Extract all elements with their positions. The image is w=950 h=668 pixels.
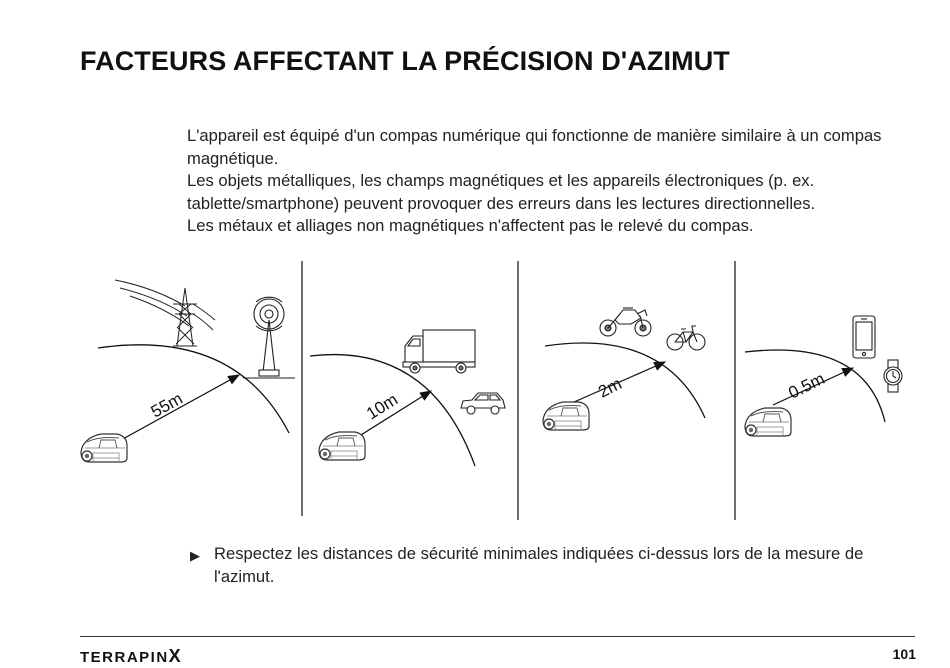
distance-label-2m: 2m <box>595 373 625 402</box>
footer-divider <box>80 636 915 637</box>
intro-line-3: Les métaux et alliages non magnétiques n'affectent pas le relevé du compas. <box>187 216 754 235</box>
page-title: FACTEURS AFFECTANT LA PRÉCISION D'AZIMUT <box>80 46 730 76</box>
truck-icon <box>403 330 475 373</box>
panel-2m <box>543 308 705 430</box>
wristwatch-icon <box>884 360 902 392</box>
brand-name: TERRAPIN <box>80 649 169 666</box>
triangle-bullet-icon: ▶ <box>190 548 200 563</box>
panel-10m <box>310 330 505 466</box>
power-pylon-icon <box>115 280 215 346</box>
bicycle-icon <box>667 326 705 350</box>
panel-55m <box>81 280 295 462</box>
intro-line-1: L'appareil est équipé d'un compas numérique qui fonctionne de manière similaire à un compas magnétique. <box>187 126 882 168</box>
car-icon <box>461 393 505 414</box>
panel-0-5m <box>745 316 902 436</box>
distance-label-10m: 10m <box>363 389 402 424</box>
intro-line-2: Les objets métalliques, les champs magnétiques et les appareils électroniques (p. ex. tablette/smartphone) peuvent provoquer des erreurs dans les lectures directionnelles. <box>187 171 816 213</box>
page-number: 101 <box>892 646 916 662</box>
intro-text <box>187 125 917 238</box>
motorcycle-icon <box>600 308 651 336</box>
safety-note-text: Respectez les distances de sécurité minimales indiquées ci-dessus lors de la mesure de l'azimut. <box>214 544 864 586</box>
radio-tower-icon <box>243 297 295 378</box>
smartphone-icon <box>853 316 875 358</box>
brand-x: X <box>168 646 181 666</box>
distance-label-0-5m: 0.5m <box>785 368 828 403</box>
distance-illustration <box>75 258 925 523</box>
distance-label-55m: 55m <box>147 388 186 422</box>
brand-logo <box>80 646 181 667</box>
